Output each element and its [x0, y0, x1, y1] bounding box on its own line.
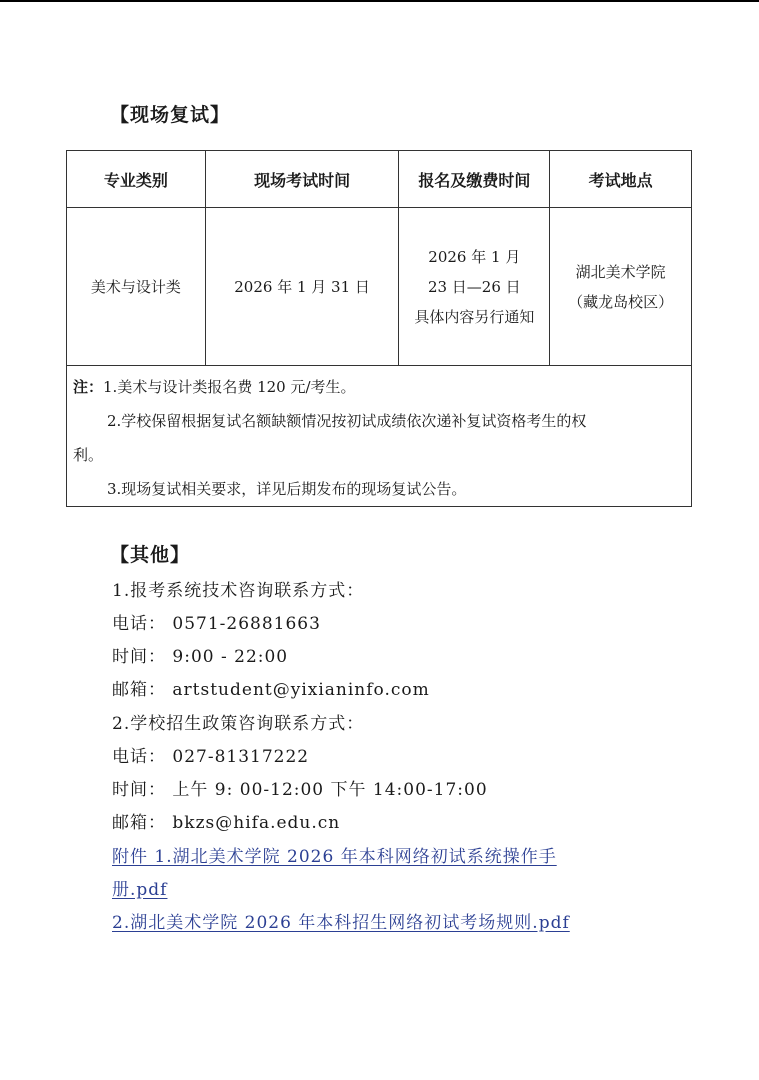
- policy-email: 邮箱： bkzs@hifa.edu.cn: [112, 813, 341, 833]
- tech-support-email: 邮箱： artstudent@yixianinfo.com: [112, 680, 430, 700]
- cell-registration-time: [399, 208, 550, 366]
- table-row: [67, 208, 692, 366]
- top-border-rule: [0, 0, 759, 2]
- attachment-link-1[interactable]: 附件 1.湖北美术学院 2026 年本科网络初试系统操作手: [112, 847, 557, 867]
- tech-support-phone: 电话： 0571-26881663: [112, 614, 321, 634]
- onsite-retest-table: [66, 150, 692, 507]
- header-category: 专业类别: [67, 151, 206, 208]
- notes-label: 注：: [73, 378, 104, 396]
- header-exam-location: 考试地点: [550, 151, 692, 208]
- section-title-onsite-retest: 【现场复试】: [110, 104, 231, 126]
- table-header-row: [67, 151, 692, 208]
- attachment-link-1-continuation[interactable]: 册.pdf: [112, 880, 168, 900]
- notes-cell: [67, 366, 692, 507]
- note-item: 3.现场复试相关要求，详见后期发布的现场复试公告。: [107, 480, 467, 498]
- notes-row: [67, 366, 692, 507]
- registration-line: 23 日—26 日: [427, 277, 521, 296]
- tech-support-hours: 时间： 9:00 - 22:00: [112, 647, 289, 667]
- location-line: （藏龙岛校区）: [568, 292, 674, 311]
- cell-category: 美术与设计类: [67, 208, 206, 366]
- note-item-continuation: 利。: [73, 446, 104, 464]
- policy-hours: 时间： 上午 9: 00-12:00 下午 14:00-17:00: [112, 780, 488, 800]
- note-item: 2.学校保留根据复试名额缺额情况按初试成绩依次递补复试资格考生的权: [107, 412, 587, 430]
- section-title-other: 【其他】: [110, 544, 191, 566]
- cell-exam-location: [550, 208, 692, 366]
- registration-line: 2026 年 1 月: [428, 247, 521, 266]
- cell-exam-time: 2026 年 1 月 31 日: [205, 208, 399, 366]
- note-item: 注：1.美术与设计类报名费 120 元/考生。: [73, 378, 356, 396]
- attachment-link-2[interactable]: 2.湖北美术学院 2026 年本科招生网络初试考场规则.pdf: [112, 913, 570, 933]
- header-exam-time: 现场考试时间: [205, 151, 399, 208]
- policy-phone: 电话： 027-81317222: [112, 747, 310, 767]
- policy-heading: 2.学校招生政策咨询联系方式：: [112, 714, 365, 734]
- tech-support-heading: 1.报考系统技术咨询联系方式：: [112, 581, 365, 601]
- header-registration-time: 报名及缴费时间: [399, 151, 550, 208]
- location-line: 湖北美术学院: [575, 262, 666, 281]
- registration-line: 具体内容另行通知: [414, 307, 535, 326]
